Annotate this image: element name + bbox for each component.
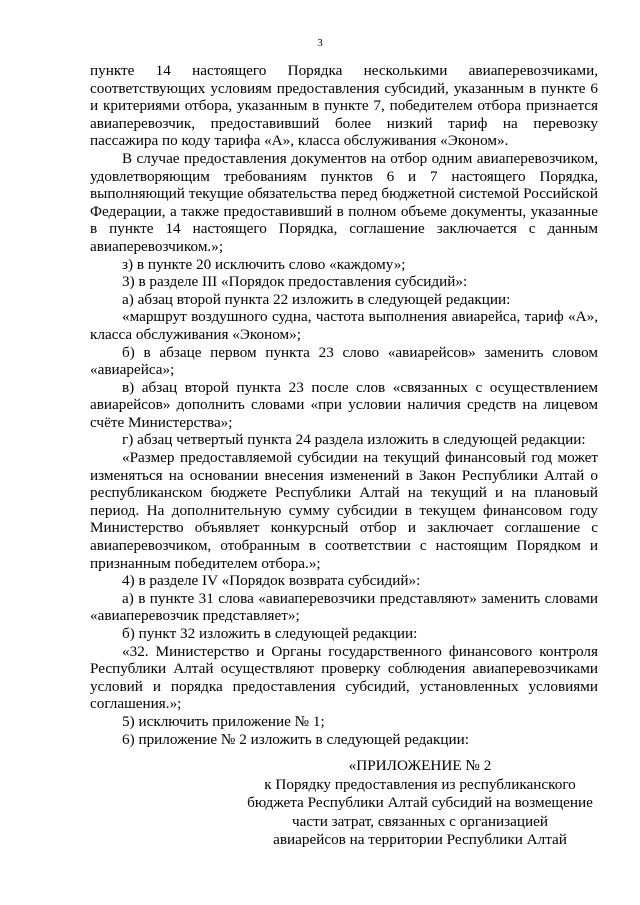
paragraph: «32. Министерство и Органы государственного финансового контроля Республики Алтай осуществляют проверку соблюдения авиаперевозчиками условий и порядка предоставления субсидий, установленных условиями соглашения.»; xyxy=(90,642,598,713)
paragraph: пункте 14 настоящего Порядка несколькими авиаперевозчиками, соответствующих условиям предоставления субсидий, указанным в пункте 6 и критериями отбора, указанным в пункте 7, победителем отбора признается авиаперевозчик, предоставивший более низкий тариф на перевозку пассажира по коду тарифа «А», класса обслуживания «Эконом». xyxy=(90,62,598,150)
paragraph: 3) в разделе III «Порядок предоставления субсидий»: xyxy=(122,273,468,291)
paragraph: а) в пункте 31 слова «авиаперевозчики представляют» заменить словами «авиаперевозчик представляет»; xyxy=(90,589,598,625)
paragraph: 6) приложение № 2 изложить в следующей редакции: xyxy=(122,730,469,748)
paragraph: В случае предоставления документов на отбор одним авиаперевозчиком, удовлетворяющим требованиям пунктов 6 и 7 настоящего Порядка, выполняющий текущие обязательства перед бюджетной системой Российской Федерации, а также предоставивший в полном объеме документы, указанные в пункте 14 настоящего Порядка, соглашение заключается с данным авиаперевозчиком.»; xyxy=(90,149,598,255)
appendix-title: «ПРИЛОЖЕНИЕ № 2 xyxy=(348,757,492,774)
appendix-line: авиарейсов на территории Республики Алтай xyxy=(273,831,567,848)
paragraph: 5) исключить приложение № 1; xyxy=(122,712,325,730)
appendix-line: к Порядку предоставления из республиканского xyxy=(264,775,576,793)
paragraph: б) в абзаце первом пункта 23 слово «авиарейсов» заменить словом «авиарейса»; xyxy=(90,343,598,379)
paragraph: в) абзац второй пункта 23 после слов «связанных с осуществлением авиарейсов» дополнить словами «при условии наличия средств на лицевом счёте Министерства»; xyxy=(90,378,598,431)
paragraph: з) в пункте 20 исключить слово «каждому»; xyxy=(122,255,406,273)
page-number: 3 xyxy=(317,37,323,49)
appendix-header xyxy=(230,757,610,850)
paragraph: г) абзац четвертый пункта 24 раздела изложить в следующей редакции: xyxy=(122,431,586,449)
paragraph: «маршрут воздушного судна, частота выполнения авиарейса, тариф «А», класса обслуживания «Эконом»; xyxy=(90,308,598,343)
paragraph: 4) в разделе IV «Порядок возврата субсидий»: xyxy=(122,572,421,590)
appendix-line: бюджета Республики Алтай субсидий на возмещение xyxy=(247,794,593,811)
paragraph: б) пункт 32 изложить в следующей редакции: xyxy=(122,625,418,642)
document-body xyxy=(90,62,598,748)
paragraph: а) абзац второй пункта 22 изложить в следующей редакции: xyxy=(122,290,511,308)
paragraph: «Размер предоставляемой субсидии на текущий финансовый год может изменяться на основании внесения изменений в Закон Республики Алтай о республиканском бюджете Республики Алтай на текущий и на плановый период. На дополнительную сумму субсидии в текущем финансовом году Министерство объявляет конкурсный отбор и заключает соглашение с авиаперевозчиком, отобранным в соответствии с настоящим Порядком и признанным победителем отбора.»; xyxy=(90,449,598,572)
appendix-line: части затрат, связанных с организацией xyxy=(292,812,548,830)
